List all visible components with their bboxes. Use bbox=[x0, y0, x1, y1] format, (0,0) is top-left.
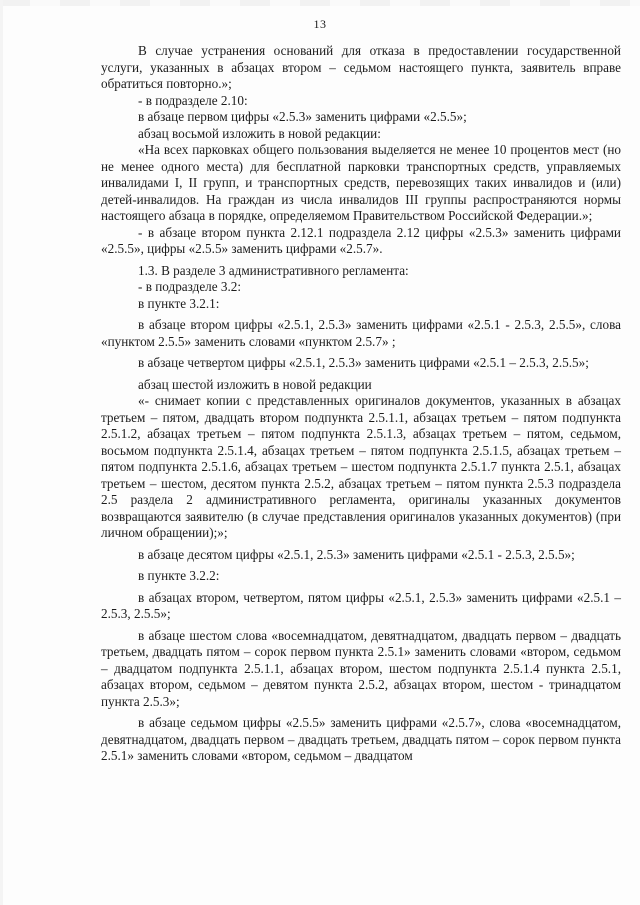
paragraph-section-3: 1.3. В разделе 3 административного регламента: bbox=[138, 262, 409, 278]
paragraph-seventh-abzac: в абзаце седьмом цифры «2.5.5» заменить цифрами «2.5.7», слова «восемнадцатом, девятнадцатом, двадцать первом – двадцать третьем, двадцать пятом – сорок первом пункта 2.5.1» заменить словами «втором, седьмом – двадцатом bbox=[101, 715, 621, 763]
paragraph-subsection-3-2: - в подразделе 3.2: bbox=[138, 279, 242, 294]
paragraph-point-3-2-1: в пункте 3.2.1: bbox=[138, 295, 220, 311]
paragraph-copies: «- снимает копии с представленных оригиналов документов, указанных в абзацах третьем – пятом, двадцать втором подпункта 2.5.1.1, абзацах третьем – пятом подпункта 2.5.1.2, абзацах третьем – пятом подпункта 2.5.1.3, абзацах третьем – пятом, седьмом, восьмом подпункта 2.5.1.4, абзацах третьем – пятом подпункта 2.5.1.5, абзацах третьем – пятом подпункта 2.5.1.6, абзацах третьем – шестом подпункта 2.5.1.7 пункта 2.5.1, абзацах третьем – шестом, десятом пункта 2.5.2, абзацах третьем – пятом пункта 2.5.3 подраздела 2.5 раздела 2 административного регламента, оригиналы указанных документов возвращаются заявителю (в случае представления оригиналов указанных документов) (при личном обращении);»; bbox=[101, 393, 621, 540]
paragraph-second-abzac: в абзаце втором цифры «2.5.1, 2.5.3» заменить цифрами «2.5.1 - 2.5.3, 2.5.5», слова «пунктом 2.5.5» заменить словами «пунктом 2.5.7» ; bbox=[101, 317, 621, 349]
page-number: 13 bbox=[313, 17, 327, 31]
paragraph-sixth-abzac: абзац шестой изложить в новой редакции bbox=[138, 376, 372, 392]
scan-edge-top bbox=[0, 0, 640, 6]
paragraph-subsection-2-10: - в подразделе 2.10: bbox=[138, 92, 248, 108]
paragraph-parking: «На всех парковках общего пользования выделяется не менее 10 процентов мест (но не менее одного места) для бесплатной парковки транспортных средств, управляемых инвалидами I, II групп, и транспортных средств, перевозящих таких инвалидов и (или) детей-инвалидов. На граждан из числа инвалидов III группы распространяются нормы настоящего абзаца в порядке, определяемом Правительством Российской Федерации.»; bbox=[101, 142, 621, 223]
scan-edge-left bbox=[0, 0, 3, 905]
paragraph-tenth-abzac: в абзаце десятом цифры «2.5.1, 2.5.3» заменить цифрами «2.5.1 - 2.5.3, 2.5.5»; bbox=[138, 546, 575, 562]
paragraph-eighth-abzac: абзац восьмой изложить в новой редакции: bbox=[138, 125, 381, 141]
paragraph-fourth-abzac: в абзаце четвертом цифры «2.5.1, 2.5.3» заменить цифрами «2.5.1 – 2.5.3, 2.5.5»; bbox=[138, 355, 589, 370]
paragraph-abzacs-2-4-5: в абзацах втором, четвертом, пятом цифры «2.5.1, 2.5.3» заменить цифрами «2.5.1 – 2.5.3, 2.5.5»; bbox=[101, 589, 621, 621]
paragraph-resubmission: В случае устранения оснований для отказа в предоставлении государственной услуги, указанных в абзацах втором – седьмом настоящего пункта, заявитель вправе обратиться повторно.»; bbox=[101, 43, 621, 91]
paragraph-2-12-1: - в абзаце втором пункта 2.12.1 подраздела 2.12 цифры «2.5.3» заменить цифрами «2.5.5», цифры «2.5.5» заменить цифрами «2.5.7». bbox=[101, 224, 621, 256]
paragraph-first-abzac: в абзаце первом цифры «2.5.3» заменить цифрами «2.5.5»; bbox=[138, 109, 467, 124]
paragraph-sixth-abzac-words: в абзаце шестом слова «восемнадцатом, девятнадцатом, двадцать первом – двадцать третьем, двадцать пятом – сорок первом пункта 2.5.1» заменить словами «втором, седьмом – двадцатом подпункта 2.5.1.1, абзацах втором, шестом подпункта 2.5.1.4 пункта 2.5.1, абзацах втором, седьмом – девятом пункта 2.5.2, абзацах втором, шестом - тринадцатом пункта 2.5.3»; bbox=[101, 627, 621, 709]
document-body bbox=[101, 43, 621, 765]
paragraph-point-3-2-2: в пункте 3.2.2: bbox=[138, 568, 220, 583]
